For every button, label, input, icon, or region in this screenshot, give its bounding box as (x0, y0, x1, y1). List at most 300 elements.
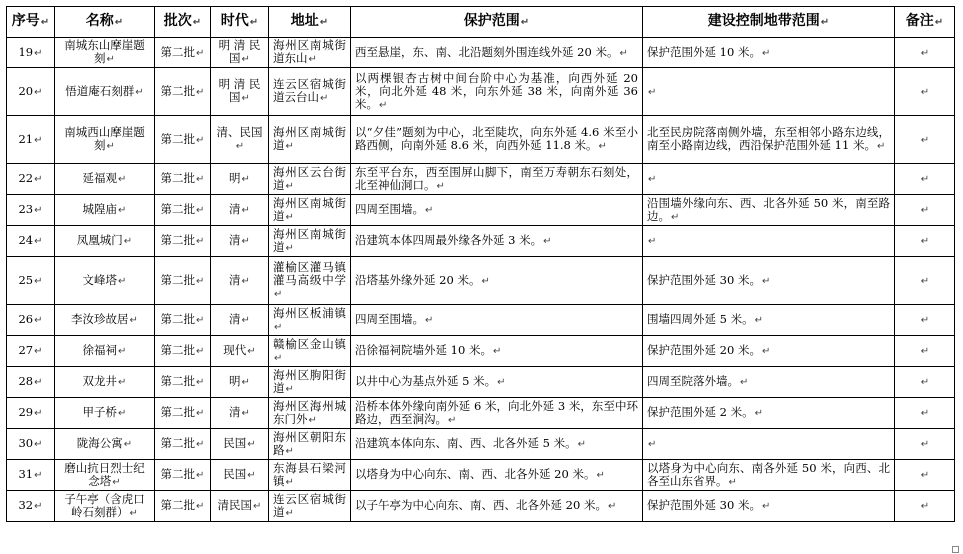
era-text: 清 (229, 272, 241, 287)
cell-protection-scope (351, 38, 643, 68)
control-zone-text: 围墙四周外延 5 米。 (647, 312, 754, 326)
batch-text: 第二批 (160, 467, 196, 481)
paragraph-mark: ↵ (196, 501, 205, 512)
cell-address (269, 367, 351, 398)
end-of-table-marker (952, 546, 959, 553)
protection-scope-text: 以塔身为中心向东、南、西、北各外延 20 米。 (355, 467, 596, 481)
paragraph-mark: ↵ (196, 275, 205, 287)
paragraph-mark: ↵ (425, 315, 434, 326)
header-era: 时代↵ (211, 7, 269, 38)
cell-address (269, 305, 351, 336)
cell-era (211, 460, 269, 491)
batch-text: 第二批 (160, 202, 196, 216)
cell-site-name (55, 164, 155, 195)
cell-note (895, 460, 955, 491)
cell-protection-scope (351, 68, 643, 116)
paragraph-mark: ↵ (196, 346, 205, 357)
cell-batch (155, 398, 211, 429)
paragraph-mark: ↵ (920, 236, 930, 247)
paragraph-mark: ↵ (123, 236, 133, 247)
paragraph-mark: ↵ (285, 383, 294, 395)
era-text: 民国 (223, 436, 247, 450)
row-number-text: 29 (18, 405, 34, 419)
cell-control-zone (643, 491, 895, 522)
era-text: 清民国 (217, 498, 253, 512)
site-name-text: 甲子桥 (82, 405, 118, 419)
paragraph-mark: ↵ (425, 205, 434, 216)
protection-scope-text: 沿徐福祠院墙外延 10 米。 (355, 343, 492, 357)
batch-text: 第二批 (160, 272, 196, 287)
cell-protection-scope (351, 367, 643, 398)
cell-protection-scope (351, 429, 643, 460)
address-text: 连云区宿城街道云台山 (273, 77, 346, 104)
paragraph-mark: ↵ (241, 377, 250, 388)
cell-protection-scope (351, 460, 643, 491)
protection-scope-text: 西至悬崖，东、南、北沿题刻外围连线外延 20 米。 (355, 44, 619, 59)
paragraph-mark: ↵ (761, 346, 771, 357)
control-zone-text: 北至民房院落南侧外墙，东至相邻小路东边线，南至小路南边线，西沿保护范围外延 11 米。 (647, 125, 890, 152)
protection-scope-text: 以子午亭为中心向东、南、西、北各外延 20 米。 (355, 498, 607, 512)
era-text: 现代 (223, 343, 247, 357)
row-number-text: 28 (18, 374, 34, 388)
cell-protection-scope (351, 491, 643, 522)
cell-protection-scope (351, 336, 643, 367)
era-text: 清 (229, 312, 241, 326)
row-number-text: 24 (18, 233, 34, 247)
era-text: 明 (229, 374, 241, 388)
heritage-table (6, 6, 955, 522)
protection-scope-text: 四周至围墙。 (355, 312, 424, 326)
address-text: 海州区朝阳东路 (273, 429, 346, 457)
paragraph-mark: ↵ (648, 174, 657, 185)
paragraph-mark: ↵ (118, 275, 127, 287)
cell-era (211, 226, 269, 257)
cell-protection-scope (351, 257, 643, 305)
paragraph-mark: ↵ (920, 439, 930, 450)
era-text: 明 (229, 171, 241, 185)
cell-note (895, 491, 955, 522)
row-number-text: 19 (18, 44, 34, 59)
cell-row-number (7, 460, 55, 491)
cell-address (269, 257, 351, 305)
era-text: 民国 (223, 467, 247, 481)
protection-scope-text: 沿塔基外缘外延 20 米。 (355, 272, 481, 287)
batch-text: 第二批 (160, 436, 196, 450)
cell-protection-scope (351, 305, 643, 336)
paragraph-mark: ↵ (118, 346, 127, 357)
protection-scope-text: 沿桥本体外缘向南外延 6 米，向北外延 3 米，东至中环路边，西至涧沟。 (355, 398, 638, 426)
paragraph-mark: ↵ (577, 439, 587, 450)
paragraph-mark: ↵ (274, 321, 283, 333)
cell-era (211, 305, 269, 336)
control-zone-text: 沿围墙外缘向东、西、北各外延 50 米，南至路边。 (647, 195, 890, 223)
cell-batch (155, 491, 211, 522)
address-text: 海州区南城街道 (273, 226, 346, 254)
cell-batch (155, 367, 211, 398)
paragraph-mark: ↵ (920, 134, 930, 146)
paragraph-mark: ↵ (129, 507, 138, 519)
table-row (7, 164, 955, 195)
address-text: 海州区云台街道 (273, 164, 346, 192)
cell-era (211, 398, 269, 429)
cell-site-name (55, 367, 155, 398)
paragraph-mark: ↵ (118, 174, 127, 185)
paragraph-mark: ↵ (196, 439, 205, 450)
paragraph-mark: ↵ (619, 47, 628, 59)
table-row (7, 226, 955, 257)
cell-address (269, 195, 351, 226)
cell-note (895, 38, 955, 68)
cell-protection-scope (351, 116, 643, 164)
cell-address (269, 491, 351, 522)
site-name-text: 凤凰城门 (76, 233, 123, 247)
batch-text: 第二批 (160, 44, 196, 59)
paragraph-mark: ↵ (274, 288, 283, 300)
paragraph-mark: ↵ (920, 408, 930, 419)
paragraph-mark: ↵ (34, 470, 43, 481)
cell-row-number (7, 367, 55, 398)
paragraph-mark: ↵ (118, 377, 127, 388)
site-name-text: 城隍庙 (82, 202, 118, 216)
paragraph-mark: ↵ (106, 54, 115, 65)
paragraph-mark: ↵ (274, 352, 283, 364)
paragraph-mark: ↵ (196, 408, 205, 419)
cell-note (895, 336, 955, 367)
table-row (7, 195, 955, 226)
era-text: 清 (229, 202, 241, 216)
header-name: 名称↵ (55, 7, 155, 38)
batch-text: 第二批 (160, 171, 196, 185)
paragraph-mark: ↵ (740, 377, 749, 388)
cell-row-number (7, 336, 55, 367)
cell-address (269, 68, 351, 116)
paragraph-mark: ↵ (761, 501, 771, 512)
paragraph-mark: ↵ (497, 377, 506, 388)
batch-text: 第二批 (160, 131, 196, 146)
protection-scope-text: 东至平台东，西至围屏山脚下，南至万寿朝东石刻处，北至神仙洞口。 (355, 164, 638, 192)
paragraph-mark: ↵ (671, 211, 680, 223)
paragraph-mark: ↵ (596, 470, 605, 481)
cell-row-number (7, 68, 55, 116)
cell-row-number (7, 38, 55, 68)
site-name-text: 延福观 (82, 171, 118, 185)
paragraph-mark: ↵ (247, 470, 256, 481)
cell-era (211, 367, 269, 398)
row-number-text: 26 (18, 312, 34, 326)
cell-row-number (7, 226, 55, 257)
paragraph-mark: ↵ (241, 174, 250, 185)
cell-era (211, 336, 269, 367)
cell-note (895, 68, 955, 116)
address-text: 赣榆区金山镇 (273, 336, 346, 351)
protection-scope-text: 四周至围墙。 (355, 202, 424, 216)
header-address: 地址↵ (269, 7, 351, 38)
cell-site-name (55, 195, 155, 226)
paragraph-mark: ↵ (196, 470, 205, 481)
control-zone-text: 保护范围外延 30 米。 (647, 272, 761, 287)
paragraph-mark: ↵ (285, 445, 294, 457)
paragraph-mark: ↵ (34, 86, 43, 98)
cell-era (211, 257, 269, 305)
site-name-text: 南城西山摩崖题刻 (64, 125, 145, 152)
cell-site-name (55, 460, 155, 491)
paragraph-mark: ↵ (920, 377, 930, 388)
paragraph-mark: ↵ (235, 141, 245, 152)
cell-era (211, 429, 269, 460)
batch-text: 第二批 (160, 312, 196, 326)
cell-note (895, 164, 955, 195)
cell-batch (155, 460, 211, 491)
paragraph-mark: ↵ (241, 275, 250, 287)
paragraph-mark: ↵ (754, 408, 764, 419)
site-name-text: 徐福祠 (82, 343, 118, 357)
cell-batch (155, 305, 211, 336)
paragraph-mark: ↵ (648, 86, 657, 98)
paragraph-mark: ↵ (492, 346, 502, 357)
paragraph-mark: ↵ (920, 205, 930, 216)
cell-protection-scope (351, 226, 643, 257)
cell-row-number (7, 195, 55, 226)
paragraph-mark: ↵ (876, 141, 886, 152)
paragraph-mark: ↵ (34, 315, 43, 326)
cell-site-name (55, 226, 155, 257)
paragraph-mark: ↵ (754, 315, 764, 326)
era-text: 清 (229, 233, 241, 247)
paragraph-mark: ↵ (481, 275, 490, 287)
cell-era (211, 491, 269, 522)
address-text: 海州区南城街道东山 (273, 38, 346, 65)
cell-note (895, 226, 955, 257)
paragraph-mark: ↵ (241, 205, 250, 216)
cell-site-name (55, 257, 155, 305)
paragraph-mark: ↵ (285, 141, 294, 152)
table-row (7, 116, 955, 164)
paragraph-mark: ↵ (34, 236, 43, 247)
table-row (7, 336, 955, 367)
site-name-text: 李汝珍故居 (71, 312, 129, 326)
cell-batch (155, 429, 211, 460)
paragraph-mark: ↵ (241, 408, 250, 419)
paragraph-mark: ↵ (320, 93, 329, 104)
address-text: 海州区朐阳街道 (273, 367, 346, 395)
cell-note (895, 195, 955, 226)
batch-text: 第二批 (160, 343, 196, 357)
paragraph-mark: ↵ (247, 439, 256, 450)
paragraph-mark: ↵ (34, 501, 43, 512)
address-text: 海州区南城街道 (273, 195, 346, 223)
paragraph-mark: ↵ (253, 501, 262, 512)
paragraph-mark: ↵ (379, 99, 388, 111)
era-text: 明 清 民国 (218, 77, 261, 104)
address-text: 海州区海州城东门外 (273, 398, 346, 426)
cell-batch (155, 38, 211, 68)
paragraph-mark: ↵ (34, 408, 43, 419)
paragraph-mark: ↵ (285, 507, 294, 519)
protection-scope-text: 沿建筑本体向东、南、西、北各外延 5 米。 (355, 436, 577, 450)
paragraph-mark: ↵ (34, 346, 43, 357)
row-number-text: 31 (18, 467, 34, 481)
row-number-text: 32 (18, 498, 34, 512)
control-zone-text: 保护范围外延 2 米。 (647, 405, 754, 419)
address-text: 东海县石梁河镇 (273, 460, 346, 488)
row-number-text: 30 (18, 436, 34, 450)
cell-control-zone (643, 460, 895, 491)
row-number-text: 22 (18, 171, 34, 185)
cell-control-zone (643, 195, 895, 226)
protection-scope-text: 以两棵银杏古树中间台阶中心为基准，向西外延 20 米，向北外延 48 米，向东外延 38 米，向南外延 36 米。 (355, 70, 638, 111)
paragraph-mark: ↵ (920, 47, 930, 59)
cell-control-zone (643, 305, 895, 336)
cell-era (211, 38, 269, 68)
control-zone-text: 保护范围外延 10 米。 (647, 44, 761, 59)
cell-control-zone (643, 116, 895, 164)
cell-note (895, 305, 955, 336)
cell-note (895, 367, 955, 398)
cell-site-name (55, 491, 155, 522)
cell-address (269, 460, 351, 491)
era-text: 清 (229, 405, 241, 419)
control-zone-text: 以塔身为中心向东、南各外延 50 米，向西、北各至山东省界。 (647, 460, 890, 488)
header-row (7, 7, 955, 38)
table-row (7, 429, 955, 460)
paragraph-mark: ↵ (920, 315, 930, 326)
paragraph-mark: ↵ (196, 315, 205, 326)
cell-address (269, 164, 351, 195)
control-zone-text: 保护范围外延 20 米。 (647, 343, 761, 357)
cell-control-zone (643, 257, 895, 305)
header-protection-scope: 保护范围↵ (351, 7, 643, 38)
table-row (7, 257, 955, 305)
paragraph-mark: ↵ (196, 174, 205, 185)
paragraph-mark: ↵ (34, 377, 43, 388)
paragraph-mark: ↵ (285, 211, 294, 223)
cell-address (269, 398, 351, 429)
address-text: 连云区宿城街道 (273, 491, 346, 519)
cell-protection-scope (351, 164, 643, 195)
paragraph-mark: ↵ (920, 470, 930, 481)
paragraph-mark: ↵ (648, 236, 657, 247)
paragraph-mark: ↵ (285, 476, 294, 488)
protection-scope-text: 以井中心为基点外延 5 米。 (355, 374, 497, 388)
paragraph-mark: ↵ (543, 236, 552, 247)
cell-control-zone (643, 164, 895, 195)
paragraph-mark: ↵ (285, 180, 294, 192)
header-batch: 批次↵ (155, 7, 211, 38)
address-text: 海州区板浦镇 (273, 305, 346, 320)
cell-row-number (7, 429, 55, 460)
cell-era (211, 116, 269, 164)
paragraph-mark: ↵ (607, 501, 617, 512)
site-name-text: 子午亭（含虎口岭石刻群） (64, 491, 145, 519)
paragraph-mark: ↵ (118, 408, 127, 419)
cell-address (269, 429, 351, 460)
paragraph-mark: ↵ (34, 205, 43, 216)
cell-batch (155, 195, 211, 226)
cell-address (269, 226, 351, 257)
cell-site-name (55, 38, 155, 68)
paragraph-mark: ↵ (123, 439, 133, 450)
paragraph-mark: ↵ (247, 346, 256, 357)
cell-row-number (7, 491, 55, 522)
cell-site-name (55, 398, 155, 429)
cell-era (211, 68, 269, 116)
batch-text: 第二批 (160, 374, 196, 388)
row-number-text: 21 (18, 131, 34, 146)
cell-protection-scope (351, 398, 643, 429)
cell-control-zone (643, 68, 895, 116)
paragraph-mark: ↵ (448, 414, 457, 426)
header-control-zone: 建设控制地带范围↵ (643, 7, 895, 38)
site-name-text: 悟道庵石刻群 (65, 83, 135, 98)
paragraph-mark: ↵ (308, 414, 317, 426)
cell-control-zone (643, 429, 895, 460)
cell-row-number (7, 116, 55, 164)
row-number-text: 23 (18, 202, 34, 216)
site-name-text: 文峰塔 (82, 272, 118, 287)
paragraph-mark: ↵ (920, 86, 930, 98)
site-name-text: 双龙井 (82, 374, 118, 388)
row-number-text: 25 (18, 272, 34, 287)
paragraph-mark: ↵ (761, 47, 771, 59)
cell-era (211, 195, 269, 226)
cell-control-zone (643, 38, 895, 68)
cell-batch (155, 226, 211, 257)
paragraph-mark: ↵ (34, 134, 43, 146)
cell-note (895, 116, 955, 164)
table-row (7, 491, 955, 522)
cell-note (895, 398, 955, 429)
cell-batch (155, 164, 211, 195)
row-number-text: 27 (18, 343, 34, 357)
paragraph-mark: ↵ (135, 86, 144, 98)
table-row (7, 398, 955, 429)
cell-site-name (55, 429, 155, 460)
cell-batch (155, 257, 211, 305)
site-name-text: 磨山抗日烈士纪念塔 (64, 460, 145, 488)
paragraph-mark: ↵ (196, 205, 205, 216)
site-name-text: 陇海公寓 (76, 436, 123, 450)
paragraph-mark: ↵ (920, 275, 930, 287)
paragraph-mark: ↵ (196, 377, 205, 388)
batch-text: 第二批 (160, 233, 196, 247)
cell-control-zone (643, 226, 895, 257)
paragraph-mark: ↵ (106, 141, 115, 152)
cell-site-name (55, 305, 155, 336)
paragraph-mark: ↵ (241, 93, 250, 104)
cell-control-zone (643, 398, 895, 429)
header-note: 备注↵ (895, 7, 955, 38)
cell-batch (155, 68, 211, 116)
table-row (7, 38, 955, 68)
paragraph-mark: ↵ (920, 346, 930, 357)
cell-row-number (7, 398, 55, 429)
table-row (7, 367, 955, 398)
control-zone-text: 四周至院落外墙。 (647, 374, 739, 388)
batch-text: 第二批 (160, 498, 196, 512)
cell-control-zone (643, 367, 895, 398)
paragraph-mark: ↵ (196, 236, 205, 247)
cell-protection-scope (351, 195, 643, 226)
paragraph-mark: ↵ (920, 501, 930, 512)
paragraph-mark: ↵ (34, 174, 43, 185)
paragraph-mark: ↵ (196, 134, 205, 146)
paragraph-mark: ↵ (241, 54, 250, 65)
paragraph-mark: ↵ (920, 174, 930, 185)
cell-site-name (55, 336, 155, 367)
paragraph-mark: ↵ (34, 47, 43, 59)
cell-address (269, 116, 351, 164)
paragraph-mark: ↵ (761, 275, 771, 287)
